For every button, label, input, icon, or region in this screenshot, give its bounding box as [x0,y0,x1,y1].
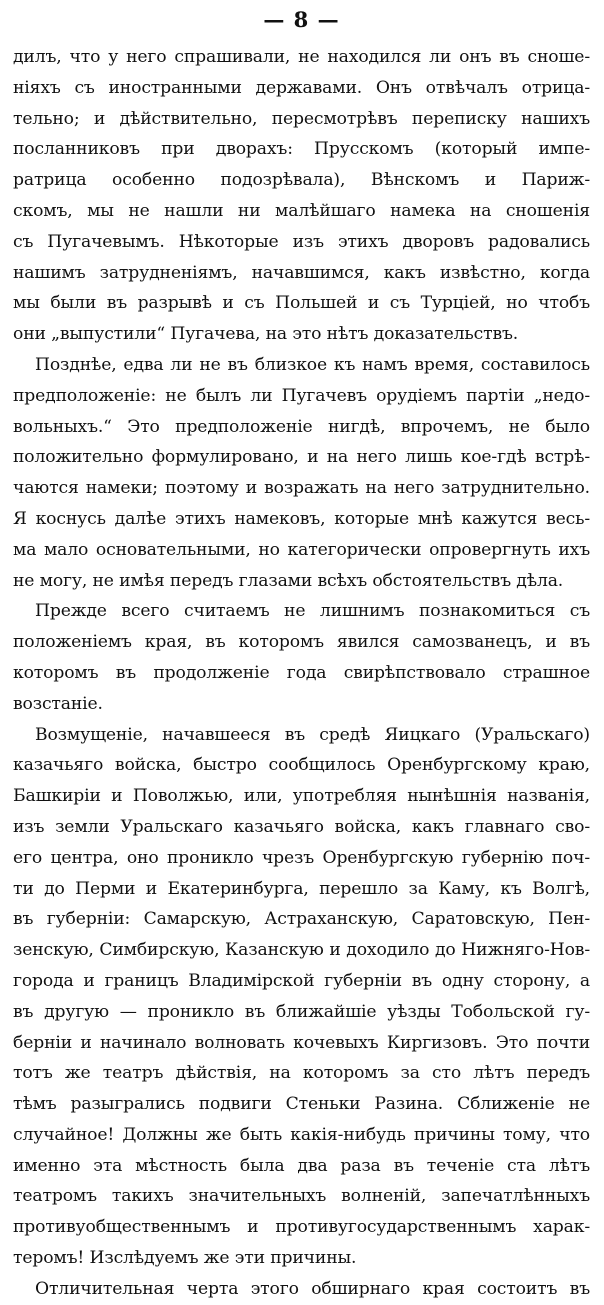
page-number: — 8 — [263,7,340,32]
text-line: положеніемъ края, въ которомъ явился самозванецъ, и въ [13,632,590,653]
text-line: въ губерніи: Самарскую, Астраханскую, Саратовскую, Пен- [13,909,590,930]
text-line: вольныхъ.“ Это предположеніе нигдѣ, впрочемъ, не было [13,416,590,437]
text-line: театромъ такихъ значительныхъ волненій, запечатлѣнныхъ [13,1186,590,1207]
text-line: ти до Перми и Екатеринбурга, перешло за Каму, къ Волгѣ, [13,878,590,899]
text-line: возстаніе. [13,693,103,714]
text-line: Позднѣе, едва ли не въ близкое къ намъ время, составилось [35,354,590,375]
text-line: они „выпустили“ Пугачева, на это нѣтъ доказательствъ. [13,324,519,345]
text-line: чаются намеки; поэтому и возражать на него затруднительно. [13,478,590,499]
text-line: тельно; и дѣйствительно, пересмотрѣвъ переписку нашихъ [13,108,590,129]
text-line: нашимъ затрудненіямъ, начавшимся, какъ извѣстно, когда [13,262,590,283]
text-line: изъ земли Уральскаго казачьяго войска, какъ главнаго сво- [13,816,590,837]
text-line: скомъ, мы не нашли ни малѣйшаго намека на сношенія [13,200,590,221]
text-line: ратрица особенно подозрѣвала), Вѣнскомъ и Париж- [13,170,590,191]
text-line: случайное! Должны же быть какія-нибудь причины тому, что [13,1124,590,1145]
text-line: города и границъ Владимірской губерніи въ одну сторону, а [13,970,590,991]
text-line: положительно формулировано, и на него лишь кое-гдѣ встрѣ- [13,447,590,468]
body-text [13,42,590,1305]
text-line: которомъ въ продолженіе года свирѣпствовало страшное [13,662,590,683]
text-line: зенскую, Симбирскую, Казанскую и доходило до Нижняго-Нов- [13,940,590,961]
text-line: теромъ! Изслѣдуемъ же эти причины. [13,1248,357,1269]
text-line: казачьяго войска, быстро сообщилось Оренбургскому краю, [13,755,590,776]
text-line: его центра, оно проникло чрезъ Оренбургскую губернію поч- [13,847,590,868]
text-line: мы были въ разрывѣ и съ Польшей и съ Турціей, но чтобъ [13,293,590,314]
text-line: Башкиріи и Поволжью, или, употребляя нынѣшнія названія, [13,786,590,807]
text-line: не могу, не имѣя передъ глазами всѣхъ обстоятельствъ дѣла. [13,570,564,591]
text-line: берніи и начинало волновать кочевыхъ Киргизовъ. Это почти [13,1032,590,1053]
text-line: противуобщественнымъ и противугосударственнымъ харак- [13,1217,590,1238]
text-line: въ другую — проникло въ ближайшіе уѣзды Тобольской гу- [13,1001,590,1022]
text-line: тотъ же театръ дѣйствія, на которомъ за сто лѣтъ передъ [13,1063,590,1084]
text-line: именно эта мѣстность была два раза въ теченіе ста лѣтъ [13,1155,590,1176]
text-line: ма мало основательными, но категорически опровергнуть ихъ [13,539,590,560]
text-line: посланниковъ при дворахъ: Прусскомъ (который импе- [13,139,590,160]
text-line: Отличительная черта этого обширнаго края состоитъ въ [35,1278,590,1299]
text-line: съ Пугачевымъ. Нѣкоторые изъ этихъ дворовъ радовались [13,231,590,252]
text-line: тѣмъ разыгрались подвиги Стеньки Разина. Сближеніе не [13,1094,590,1115]
text-line: Прежде всего считаемъ не лишнимъ познакомиться съ [35,601,590,622]
text-line: предположеніе: не былъ ли Пугачевъ орудіемъ партіи „недо- [13,385,590,406]
text-line: ніяхъ съ иностранными державами. Онъ отвѣчалъ отрица- [13,77,590,98]
text-line: Возмущеніе, начавшееся въ средѣ Яицкаго (Уральскаго) [35,724,590,745]
text-line: Я коснусь далѣе этихъ намековъ, которые мнѣ кажутся весь- [13,508,590,529]
text-line: дилъ, что у него спрашивали, не находился ли онъ въ сноше- [13,47,590,67]
